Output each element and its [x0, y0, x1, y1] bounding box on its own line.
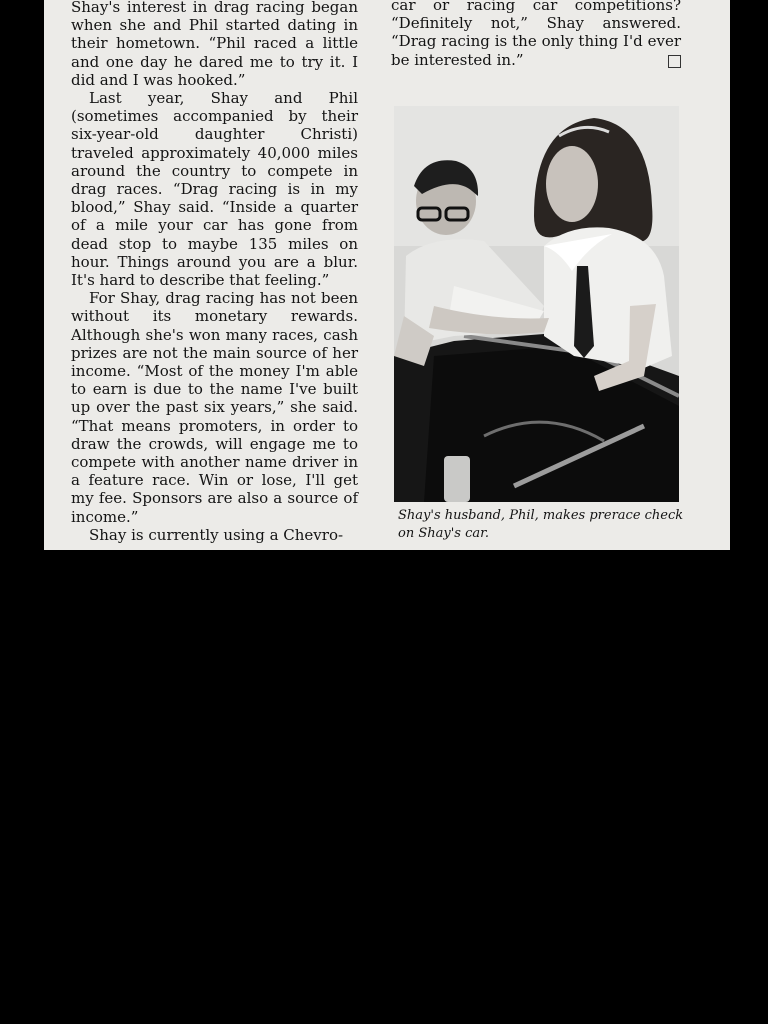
paragraph-competitions-text: car or racing car competitions? “Definitely not,” Shay answered. “Drag racing is the only thing I'd ever be interested in.”	[391, 0, 681, 69]
end-of-article-mark	[668, 55, 681, 68]
paragraph-travel: Last year, Shay and Phil (sometimes accompanied by their six-year-old daughter Christi) traveled approximately 40,000 miles around the country to compete in drag races. “Drag racing is in my blood,” Shay said. “Inside a quarter of a mile your car has gone from dead stop to maybe 135 miles on hour. Things around you are a blur. It's hard to describe that feeling.”	[71, 89, 358, 290]
paragraph-interest: Shay's interest in drag racing began when she and Phil started dating in their hometown. “Phil raced a little and one day he dared me to try it. I did and I was hooked.”	[71, 0, 358, 89]
newspaper-clipping	[44, 0, 730, 550]
paragraph-competitions	[391, 0, 681, 69]
paragraph-car: Shay is currently using a Chevro-	[89, 525, 344, 544]
left-column	[71, 0, 358, 544]
right-column	[391, 0, 681, 69]
photo-caption: Shay's husband, Phil, makes prerace check on Shay's car.	[398, 508, 684, 541]
paragraph-income: For Shay, drag racing has not been without its monetary rewards. Although she's won many races, cash prizes are not the main source of her income. “Most of the money I'm able to earn is due to the name I've built up over the past six years,” she said. “That means promoters, in order to draw the crowds, will engage me to compete with another name driver in a feature race. Win or lose, I'll get my fee. Sponsors are also a source of income.”	[71, 289, 358, 526]
photo-illustration	[394, 106, 679, 502]
photo-phil-and-shay	[394, 106, 679, 502]
